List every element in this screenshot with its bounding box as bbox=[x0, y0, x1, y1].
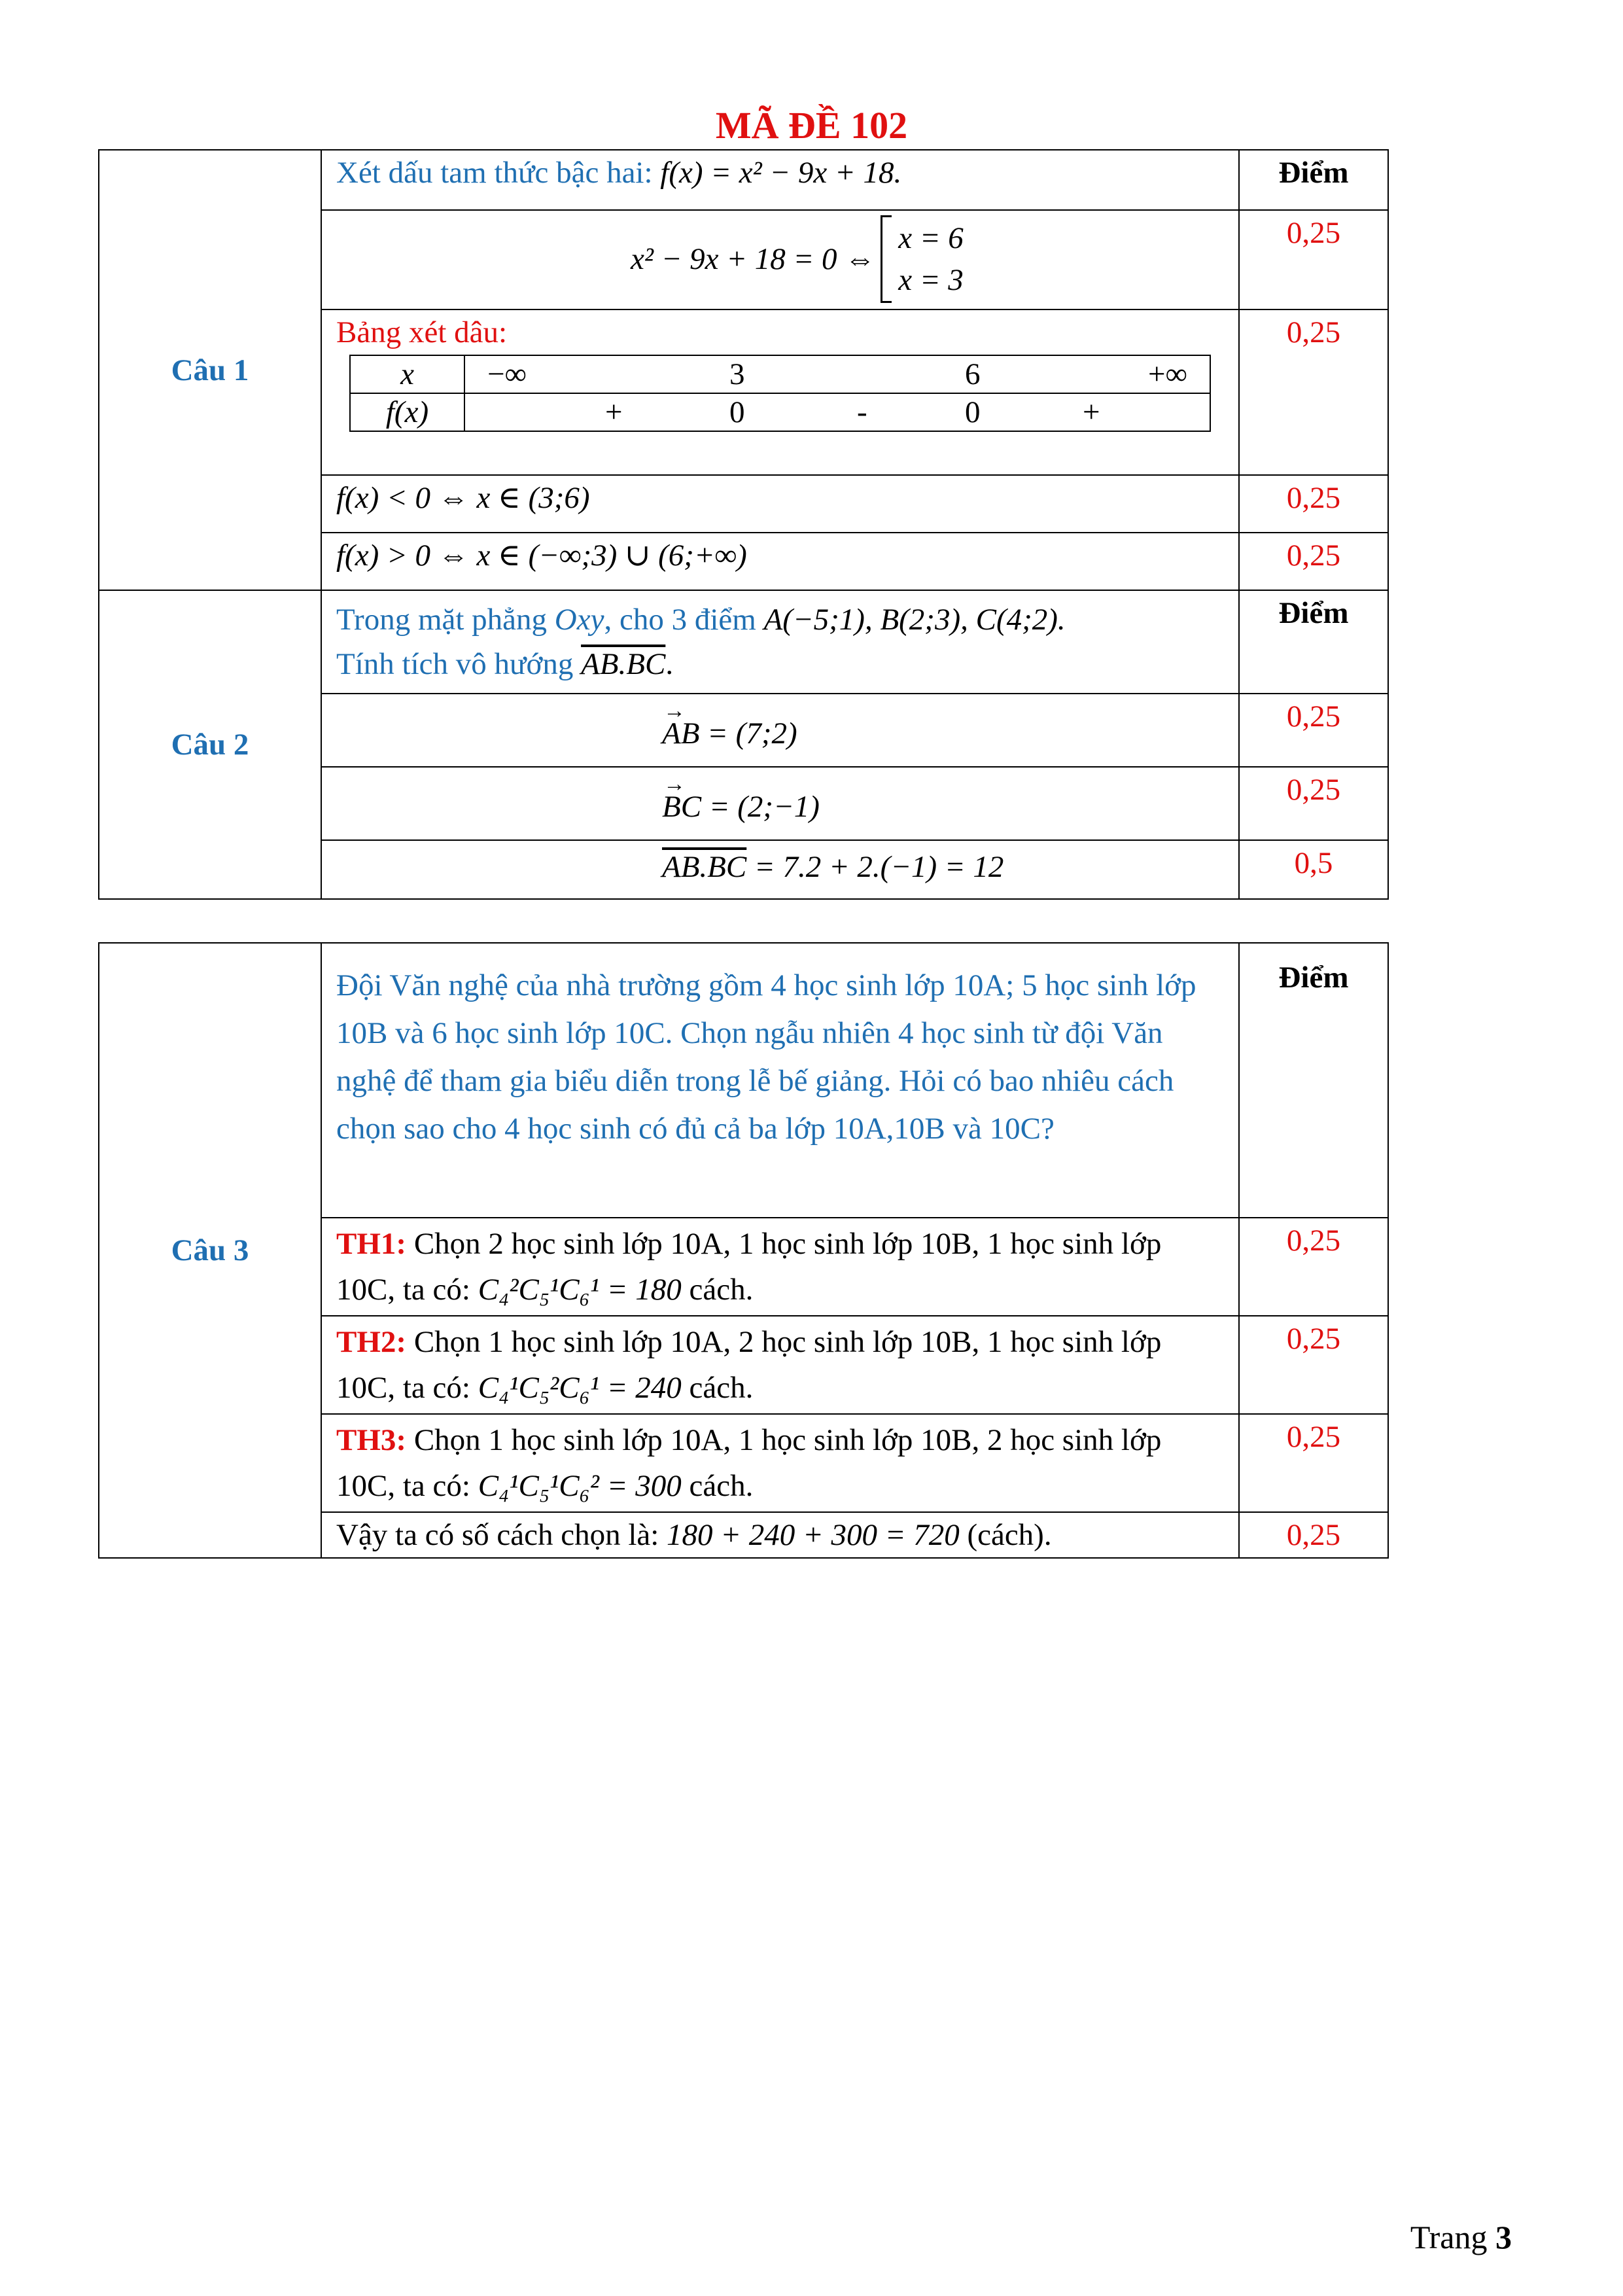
q1-step1 bbox=[321, 210, 1239, 309]
q3-th2 bbox=[321, 1316, 1239, 1414]
sign-f-value: + bbox=[605, 395, 623, 429]
q1-step1-score: 0,25 bbox=[1239, 210, 1388, 309]
q3-th2-score: 0,25 bbox=[1239, 1316, 1388, 1414]
q3-conclusion-formula: 180 + 240 + 300 = 720 bbox=[667, 1518, 960, 1552]
q1-score-header: Điểm bbox=[1239, 150, 1388, 210]
sign-f-values bbox=[464, 393, 1210, 431]
q3-th3-unit: cách. bbox=[689, 1469, 754, 1503]
sign-f-label: f(x) bbox=[350, 393, 464, 431]
q1-sign-table-cell bbox=[321, 309, 1239, 475]
q3-conclusion-score: 0,25 bbox=[1239, 1512, 1388, 1558]
q2-step2-val: = (2;−1) bbox=[708, 790, 820, 824]
q1-step4: f(x) > 0 ⇔ x ∈ (−∞;3) ∪ (6;+∞) bbox=[321, 533, 1239, 590]
q2-prompt-product: AB.BC bbox=[581, 647, 666, 681]
answer-table-1 bbox=[98, 149, 1389, 900]
q2-step1-vec: → AB bbox=[662, 714, 699, 753]
q1-prompt bbox=[321, 150, 1239, 210]
q2-prompt-points: A(−5;1), B(2;3), C(4;2). bbox=[763, 603, 1066, 637]
q3-th2-formula: C₄¹C₅²C₆¹ = 240 bbox=[478, 1371, 682, 1405]
q3-score-header: Điểm bbox=[1239, 943, 1388, 1218]
q3-th3-score: 0,25 bbox=[1239, 1414, 1388, 1512]
sign-x-label: x bbox=[350, 355, 464, 393]
q1-sign-table bbox=[349, 355, 1211, 432]
q3-th1-formula: C₄²C₅¹C₆¹ = 180 bbox=[478, 1273, 682, 1307]
page-title: MÃ ĐỀ 102 bbox=[715, 104, 908, 147]
q2-prompt-row bbox=[99, 590, 1388, 694]
q2-step3-prod: AB.BC bbox=[662, 850, 747, 884]
sign-f-value: 0 bbox=[965, 395, 981, 429]
q1-table-title: Bảng xét dâu: bbox=[336, 315, 508, 349]
q2-step3 bbox=[321, 840, 1239, 899]
q1-prompt-row bbox=[99, 150, 1388, 210]
answer-table-2 bbox=[98, 942, 1389, 1559]
q1-step3-score: 0,25 bbox=[1239, 475, 1388, 533]
q1-step4-score: 0,25 bbox=[1239, 533, 1388, 590]
q3-th1-unit: cách. bbox=[689, 1273, 754, 1307]
page-number bbox=[1410, 2218, 1512, 2256]
q3-prompt: Đội Văn nghệ của nhà trường gồm 4 học sinh lớp 10A; 5 học sinh lớp 10B và 6 học sinh lớp 10C. Chọn ngẫu nhiên 4 học sinh từ đội Văn nghệ để tham gia biểu diễn trong lễ bế giảng. Hỏi có bao nhiêu cách chọn sao cho 4 học sinh có đủ cả ba lớp 10A,10B và 10C? bbox=[321, 943, 1239, 1218]
q2-step1-val: = (7;2) bbox=[707, 716, 797, 751]
q3-label: Câu 3 bbox=[99, 943, 321, 1558]
q2-step2-score: 0,25 bbox=[1239, 767, 1388, 840]
q2-prompt: Trong mặt phẳng Oxy, cho 3 điểm A(−5;1), B(2;3), C(4;2). Tính tích vô hướng AB.BC. bbox=[321, 590, 1239, 694]
q2-step2-vec: → BC bbox=[662, 787, 701, 826]
q3-th1 bbox=[321, 1218, 1239, 1316]
q2-step3-score: 0,5 bbox=[1239, 840, 1388, 899]
page-number-value: 3 bbox=[1495, 2219, 1512, 2255]
q1-label: Câu 1 bbox=[99, 150, 321, 590]
q3-th2-label: TH2: bbox=[336, 1325, 407, 1359]
q2-score-header: Điểm bbox=[1239, 590, 1388, 694]
q3-th3-text: Chọn 1 học sinh lớp 10A, 1 học sinh lớp 10B, 2 học sinh lớp 10C, ta có: bbox=[336, 1423, 1162, 1503]
q2-step1-score: 0,25 bbox=[1239, 694, 1388, 767]
q3-th3-label: TH3: bbox=[336, 1423, 407, 1457]
q1-step3: f(x) < 0 ⇔ x ∈ (3;6) bbox=[321, 475, 1239, 533]
q3-prompt-row bbox=[99, 943, 1388, 1218]
sign-f-value: + bbox=[1083, 395, 1100, 429]
q3-conclusion-text: Vậy ta có số cách chọn là: bbox=[336, 1518, 659, 1552]
q1-table-score: 0,25 bbox=[1239, 309, 1388, 475]
sign-x-value: −∞ bbox=[487, 357, 527, 391]
q3-th3 bbox=[321, 1414, 1239, 1512]
sign-x-value: 6 bbox=[965, 357, 981, 391]
q3-th1-text: Chọn 2 học sinh lớp 10A, 1 học sinh lớp 10B, 1 học sinh lớp 10C, ta có: bbox=[336, 1227, 1162, 1307]
q3-th1-label: TH1: bbox=[336, 1227, 407, 1261]
q1-case-2: x = 3 bbox=[898, 263, 964, 297]
q1-prompt-formula: f(x) = x² − 9x + 18. bbox=[660, 156, 902, 190]
q1-step1-lhs: x² − 9x + 18 = 0 ⇔ bbox=[631, 242, 876, 276]
q3-th2-text: Chọn 1 học sinh lớp 10A, 2 học sinh lớp 10B, 1 học sinh lớp 10C, ta có: bbox=[336, 1325, 1162, 1405]
q3-conclusion bbox=[321, 1512, 1239, 1558]
sign-f-value: - bbox=[857, 395, 867, 429]
q2-prompt-oxy: Oxy bbox=[554, 603, 604, 637]
q3-conclusion-unit: (cách). bbox=[967, 1518, 1052, 1552]
q3-th1-score: 0,25 bbox=[1239, 1218, 1388, 1316]
q2-step1 bbox=[321, 694, 1239, 767]
q3-th3-formula: C₄¹C₅¹C₆² = 300 bbox=[478, 1469, 682, 1503]
sign-x-values bbox=[464, 355, 1210, 393]
q2-prompt-a: Trong mặt phẳng bbox=[336, 603, 548, 637]
sign-x-value: +∞ bbox=[1148, 357, 1188, 391]
sign-x-value: 3 bbox=[729, 357, 745, 391]
page-prefix: Trang bbox=[1410, 2219, 1488, 2255]
sign-f-value: 0 bbox=[729, 395, 745, 429]
q2-prompt-c: , cho 3 điểm bbox=[604, 603, 756, 637]
q2-label: Câu 2 bbox=[99, 590, 321, 899]
q3-th2-unit: cách. bbox=[689, 1371, 754, 1405]
q1-case-1: x = 6 bbox=[898, 221, 964, 255]
q1-bracket bbox=[881, 215, 892, 303]
q2-step3-val: = 7.2 + 2.(−1) = 12 bbox=[754, 850, 1004, 884]
q1-cases bbox=[898, 217, 964, 301]
q2-prompt-line2: Tính tích vô hướng bbox=[336, 647, 574, 681]
q2-step2 bbox=[321, 767, 1239, 840]
q1-prompt-text: Xét dấu tam thức bậc hai: bbox=[336, 156, 653, 190]
